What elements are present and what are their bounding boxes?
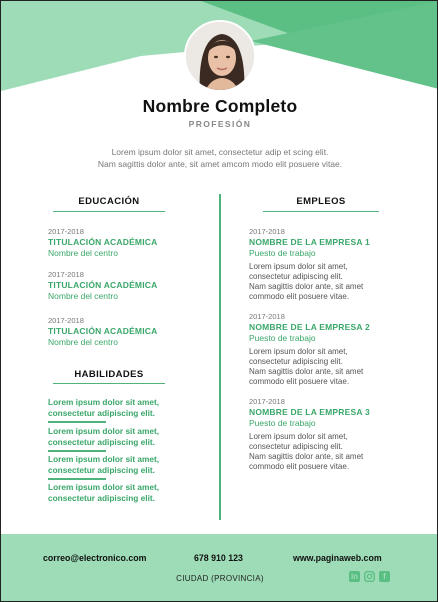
skill-item [48, 397, 159, 418]
intro-line: Lorem ipsum dolor sit amet, consectetur adip et scing elit. [111, 147, 329, 157]
skill-line: Lorem ipsum dolor sit amet, [48, 397, 160, 407]
job-desc-line: commodo elit posuere vitae. [249, 377, 350, 386]
education-degree: TITULACIÓN ACADÉMICA [48, 237, 158, 247]
education-item [48, 316, 157, 348]
column-divider [219, 194, 221, 520]
skills-title: HABILIDADES [74, 369, 144, 380]
job-desc-line: commodo elit posuere vitae. [249, 292, 350, 301]
job-desc-line: consectetur adipiscing elit. [249, 357, 343, 366]
job-desc-line: Nam sagittis dolor ante, sit amet [249, 452, 364, 461]
job-position: Puesto de trabajo [249, 418, 316, 428]
education-year: 2017-2018 [48, 316, 84, 325]
skill-line: Lorem ipsum dolor sit amet, [48, 426, 160, 436]
job-item [249, 397, 370, 472]
job-position: Puesto de trabajo [249, 248, 316, 258]
education-degree: TITULACIÓN ACADÉMICA [48, 280, 158, 290]
skill-item [48, 454, 159, 475]
job-year: 2017-2018 [249, 397, 285, 406]
education-degree: TITULACIÓN ACADÉMICA [48, 326, 158, 336]
profile-photo [184, 20, 256, 92]
facebook-icon[interactable]: f [379, 571, 390, 582]
education-year: 2017-2018 [48, 227, 84, 236]
job-description [249, 262, 370, 302]
education-underline [53, 211, 165, 212]
skill-item [48, 426, 159, 447]
job-desc-line: Nam sagittis dolor ante, sit amet [249, 367, 364, 376]
skill-line: consectetur adipiscing elit. [48, 436, 155, 447]
instagram-icon[interactable] [364, 571, 375, 582]
jobs-underline [263, 211, 379, 212]
skill-line: consectetur adipiscing elit. [48, 492, 155, 503]
education-school: Nombre del centro [48, 248, 118, 258]
skills-underline [53, 383, 165, 384]
job-company: NOMBRE DE LA EMPRESA 2 [249, 322, 370, 332]
jobs-title: EMPLEOS [296, 196, 346, 207]
education-year: 2017-2018 [48, 270, 84, 279]
footer-email[interactable]: correo@electronico.com [43, 553, 147, 563]
job-company: NOMBRE DE LA EMPRESA 1 [249, 237, 370, 247]
education-school: Nombre del centro [48, 337, 118, 347]
skill-separator [48, 450, 106, 452]
profession: PROFESIÓN [188, 119, 252, 129]
footer-phone[interactable]: 678 910 123 [194, 553, 243, 563]
job-item [249, 227, 370, 302]
job-item [249, 312, 370, 387]
intro-line: Nam sagittis dolor ante, sit amet amcom modo elit posuere vitae. [97, 158, 343, 169]
job-desc-line: Lorem ipsum dolor sit amet, [249, 262, 348, 271]
education-item [48, 227, 157, 259]
intro-text [61, 147, 379, 170]
footer [1, 534, 438, 602]
education-title: EDUCACIÓN [78, 196, 140, 207]
skill-line: Lorem ipsum dolor sit amet, [48, 482, 160, 492]
linkedin-icon[interactable]: in [350, 572, 359, 581]
job-description [249, 347, 370, 387]
skill-separator [48, 478, 106, 480]
skill-item [48, 482, 159, 503]
job-desc-line: Lorem ipsum dolor sit amet, [249, 347, 348, 356]
job-company: NOMBRE DE LA EMPRESA 3 [249, 407, 370, 417]
job-position: Puesto de trabajo [249, 333, 316, 343]
full-name: Nombre Completo [142, 96, 298, 116]
footer-city: CIUDAD (PROVINCIA) [176, 574, 264, 583]
skill-line: consectetur adipiscing elit. [48, 407, 155, 418]
job-desc-line: commodo elit posuere vitae. [249, 462, 350, 471]
skill-line: consectetur adipiscing elit. [48, 464, 155, 475]
skill-line: Lorem ipsum dolor sit amet, [48, 454, 160, 464]
footer-website[interactable]: www.paginaweb.com [293, 553, 382, 563]
job-year: 2017-2018 [249, 227, 285, 236]
job-year: 2017-2018 [249, 312, 285, 321]
job-desc-line: Nam sagittis dolor ante, sit amet [249, 282, 364, 291]
job-desc-line: consectetur adipiscing elit. [249, 442, 343, 451]
skill-separator [48, 421, 106, 423]
job-desc-line: consectetur adipiscing elit. [249, 272, 343, 281]
job-desc-line: Lorem ipsum dolor sit amet, [249, 432, 348, 441]
education-item [48, 270, 157, 302]
job-description [249, 432, 370, 472]
education-school: Nombre del centro [48, 291, 118, 301]
